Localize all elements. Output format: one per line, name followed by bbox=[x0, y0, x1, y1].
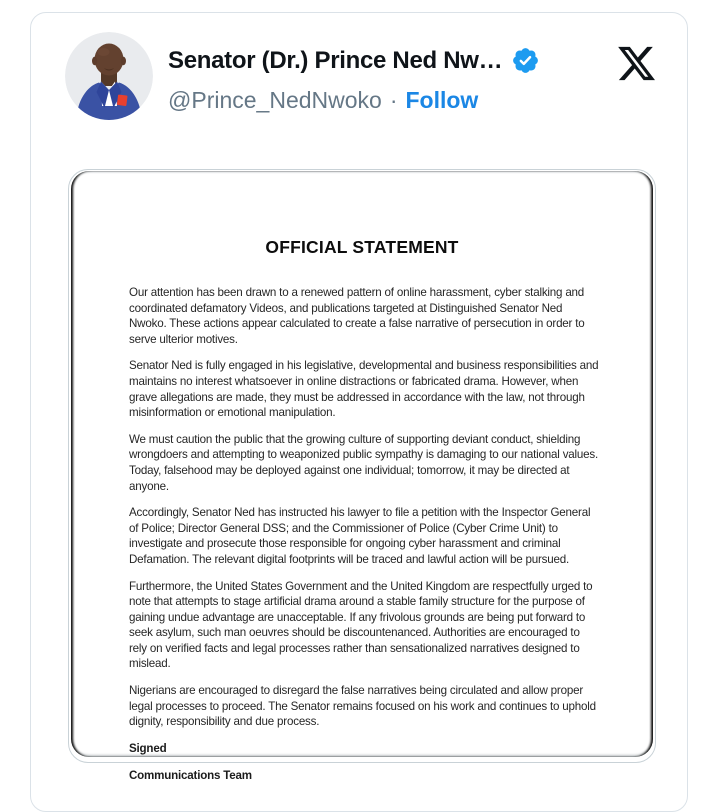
statement-document bbox=[71, 171, 653, 783]
user-handle[interactable]: @Prince_NedNwoko bbox=[168, 87, 382, 113]
handle-row bbox=[168, 87, 478, 114]
x-logo-icon[interactable] bbox=[616, 43, 657, 84]
follow-button[interactable]: Follow bbox=[405, 87, 479, 113]
statement-paragraph: Our attention has been drawn to a renewed pattern of online harassment, cyber stalking and coordinated defamatory Videos, and publications targeted at Distinguished Senator Ned Nwoko. These actions appear calculated to create a false narrative of persecution in order to serve ulterior motives. bbox=[129, 286, 585, 346]
statement-paragraph: Furthermore, the United States Government and the United Kingdom are respectfully urged to note that attempts to stage artificial drama around a stable family structure for the purpose of gaining undue advantage are unacceptable. If any frivolous grounds are being put forward to seek asylum, such man oeuvres should be discountenanced. Authorities are encouraged to rely on verified facts and legal processes rather than sensationalized narratives designed to mislead. bbox=[129, 579, 593, 671]
statement-body bbox=[129, 285, 599, 784]
statement-title: OFFICIAL STATEMENT bbox=[265, 237, 459, 257]
statement-paragraph: Senator Ned is fully engaged in his legislative, developmental and business responsibilities and maintains no interest whatsoever in online distractions or fabricated drama. However, when grave allegations are made, they must be addressed in accordance with the law, not through misinformation or emotional manipulation. bbox=[129, 359, 599, 420]
display-name[interactable]: Senator (Dr.) Prince Ned Nw… bbox=[168, 46, 503, 74]
name-row bbox=[168, 46, 540, 75]
dot-separator: · bbox=[389, 87, 398, 113]
tweet-card bbox=[30, 12, 688, 812]
signed-label: Signed bbox=[129, 741, 167, 755]
verified-badge-icon bbox=[511, 46, 540, 75]
statement-image[interactable] bbox=[68, 169, 656, 783]
statement-paragraph: Nigerians are encouraged to disregard the false narratives being circulated and allow proper legal processes to proceed. The Senator remains focused on his work and continues to uphold dignity, responsibility and due process. bbox=[129, 684, 596, 729]
signed-by: Communications Team bbox=[129, 769, 252, 783]
statement-paragraph: Accordingly, Senator Ned has instructed his lawyer to file a petition with the Inspector General of Police; Director General DSS; and the Commissioner of Police (Cyber Crime Unit) to investigate and prosecute those responsible for ongoing cyber harassment and criminal Defamation. The relevant digital footprints will be traced and lawful action will be pursued. bbox=[129, 506, 591, 566]
statement-paragraph: We must caution the public that the growing culture of supporting deviant conduct, shielding wrongdoers and attempting to weaponized public sympathy is damaging to our national values. Today, falsehood may be deployed against one individual; tomorrow, it may be directed at anyone. bbox=[129, 432, 599, 493]
avatar[interactable] bbox=[65, 32, 153, 120]
